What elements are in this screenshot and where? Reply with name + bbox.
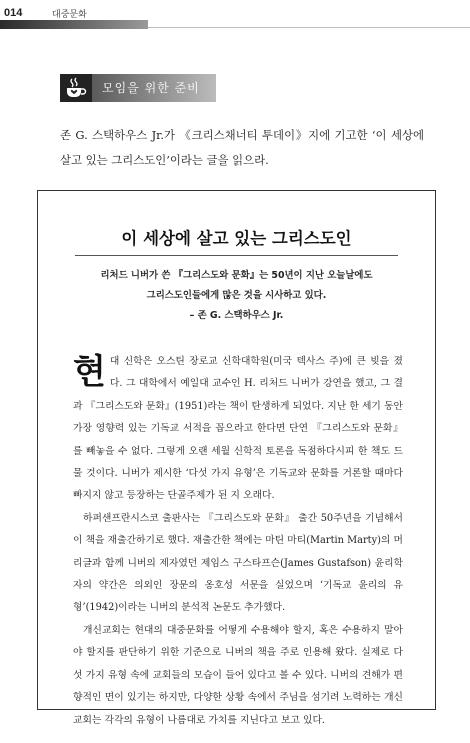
header-bar: [0, 20, 148, 29]
intro-paragraph: 존 G. 스택하우스 Jr.가 《크리스채너티 투데이》지에 기고한 ‘이 세상에 살고 있는 그리스도인’이라는 글을 읽으라.: [60, 128, 424, 167]
title-rule: [75, 255, 398, 256]
prep-banner: [60, 74, 216, 102]
article-body: [73, 351, 403, 732]
prep-label: 모임을 위한 준비: [92, 74, 216, 102]
section-title: 대중문화: [52, 10, 87, 20]
article-author: – 존 G. 스택하우스 Jr.: [189, 310, 284, 321]
paragraph-3: 개신교회는 현대의 대중문화를 어떻게 수용해야 할지, 혹은 수용하지 말아야 할지를 판단하기 위한 기준으로 니버의 책을 주로 인용해 왔다. 실제로 다섯 가지 유형 속에 교회들의 모습이 들어 있다고 볼 수 있다. 니버의 견해가 편향적인 면이 있기는 하지만, 다양한 상황 속에서 주님을 섬기려 노력하는 개신교회는 각각의 유형이 나름대로 가치를 지닌다고 보고 있다.: [73, 624, 403, 726]
header-rule: [148, 27, 470, 28]
coffee-cup-icon: [60, 74, 92, 102]
subtitle-line-2: 그리스도인들에게 많은 것을 시사하고 있다.: [146, 290, 327, 301]
drop-cap: 현: [73, 352, 106, 392]
subtitle-line-1: 리처드 니버가 쓴 『그리스도와 문화』는 50년이 지난 오늘날에도: [100, 270, 373, 281]
article-title: 이 세상에 살고 있는 그리스도인: [121, 229, 352, 248]
page-number: 014: [4, 7, 23, 19]
article-box: [37, 190, 436, 726]
paragraph-1-text: 대 신학은 오스틴 장로교 신학대학원(미국 텍사스 주)에 큰 빚을 졌다. 그 대학에서 예일대 교수인 H. 리처드 니버가 강연을 했고, 그 결과 『그리스도와 문화』(1951)라는 책이 탄생하게 되었다. 지난 한 세기 동안 가장 영향력 있는 기독교 서적을 꼽으라고 한다면 단연 『그리스도와 문화』를 빼놓을 수 없다. 그렇게 오랜 세월 신학적 토론을 독점하다시피 한 책도 드물 것이다. 니버가 제시한 ‘다섯 가지 유형’은 기독교와 문화를 거론할 때마다 빠지지 않고 등장하는 단골주제가 된 지 오래다.: [73, 356, 403, 502]
paragraph-2: 하퍼샌프란시스코 출판사는 『그리스도와 문화』 출간 50주년을 기념해서 이 책을 재출간하기로 했다. 재출간한 책에는 마틴 마티(Martin Marty)의 머리글과 함께 니버의 제자였던 제임스 구스타프슨(James Gustafson) 윤리학자의 약간은 의외인 장문의 옹호성 서문을 실었으며 ‘기독교 윤리의 유형’(1942)이라는 니버의 분석적 논문도 추가했다.: [73, 512, 403, 614]
paragraph-1: [73, 351, 403, 508]
